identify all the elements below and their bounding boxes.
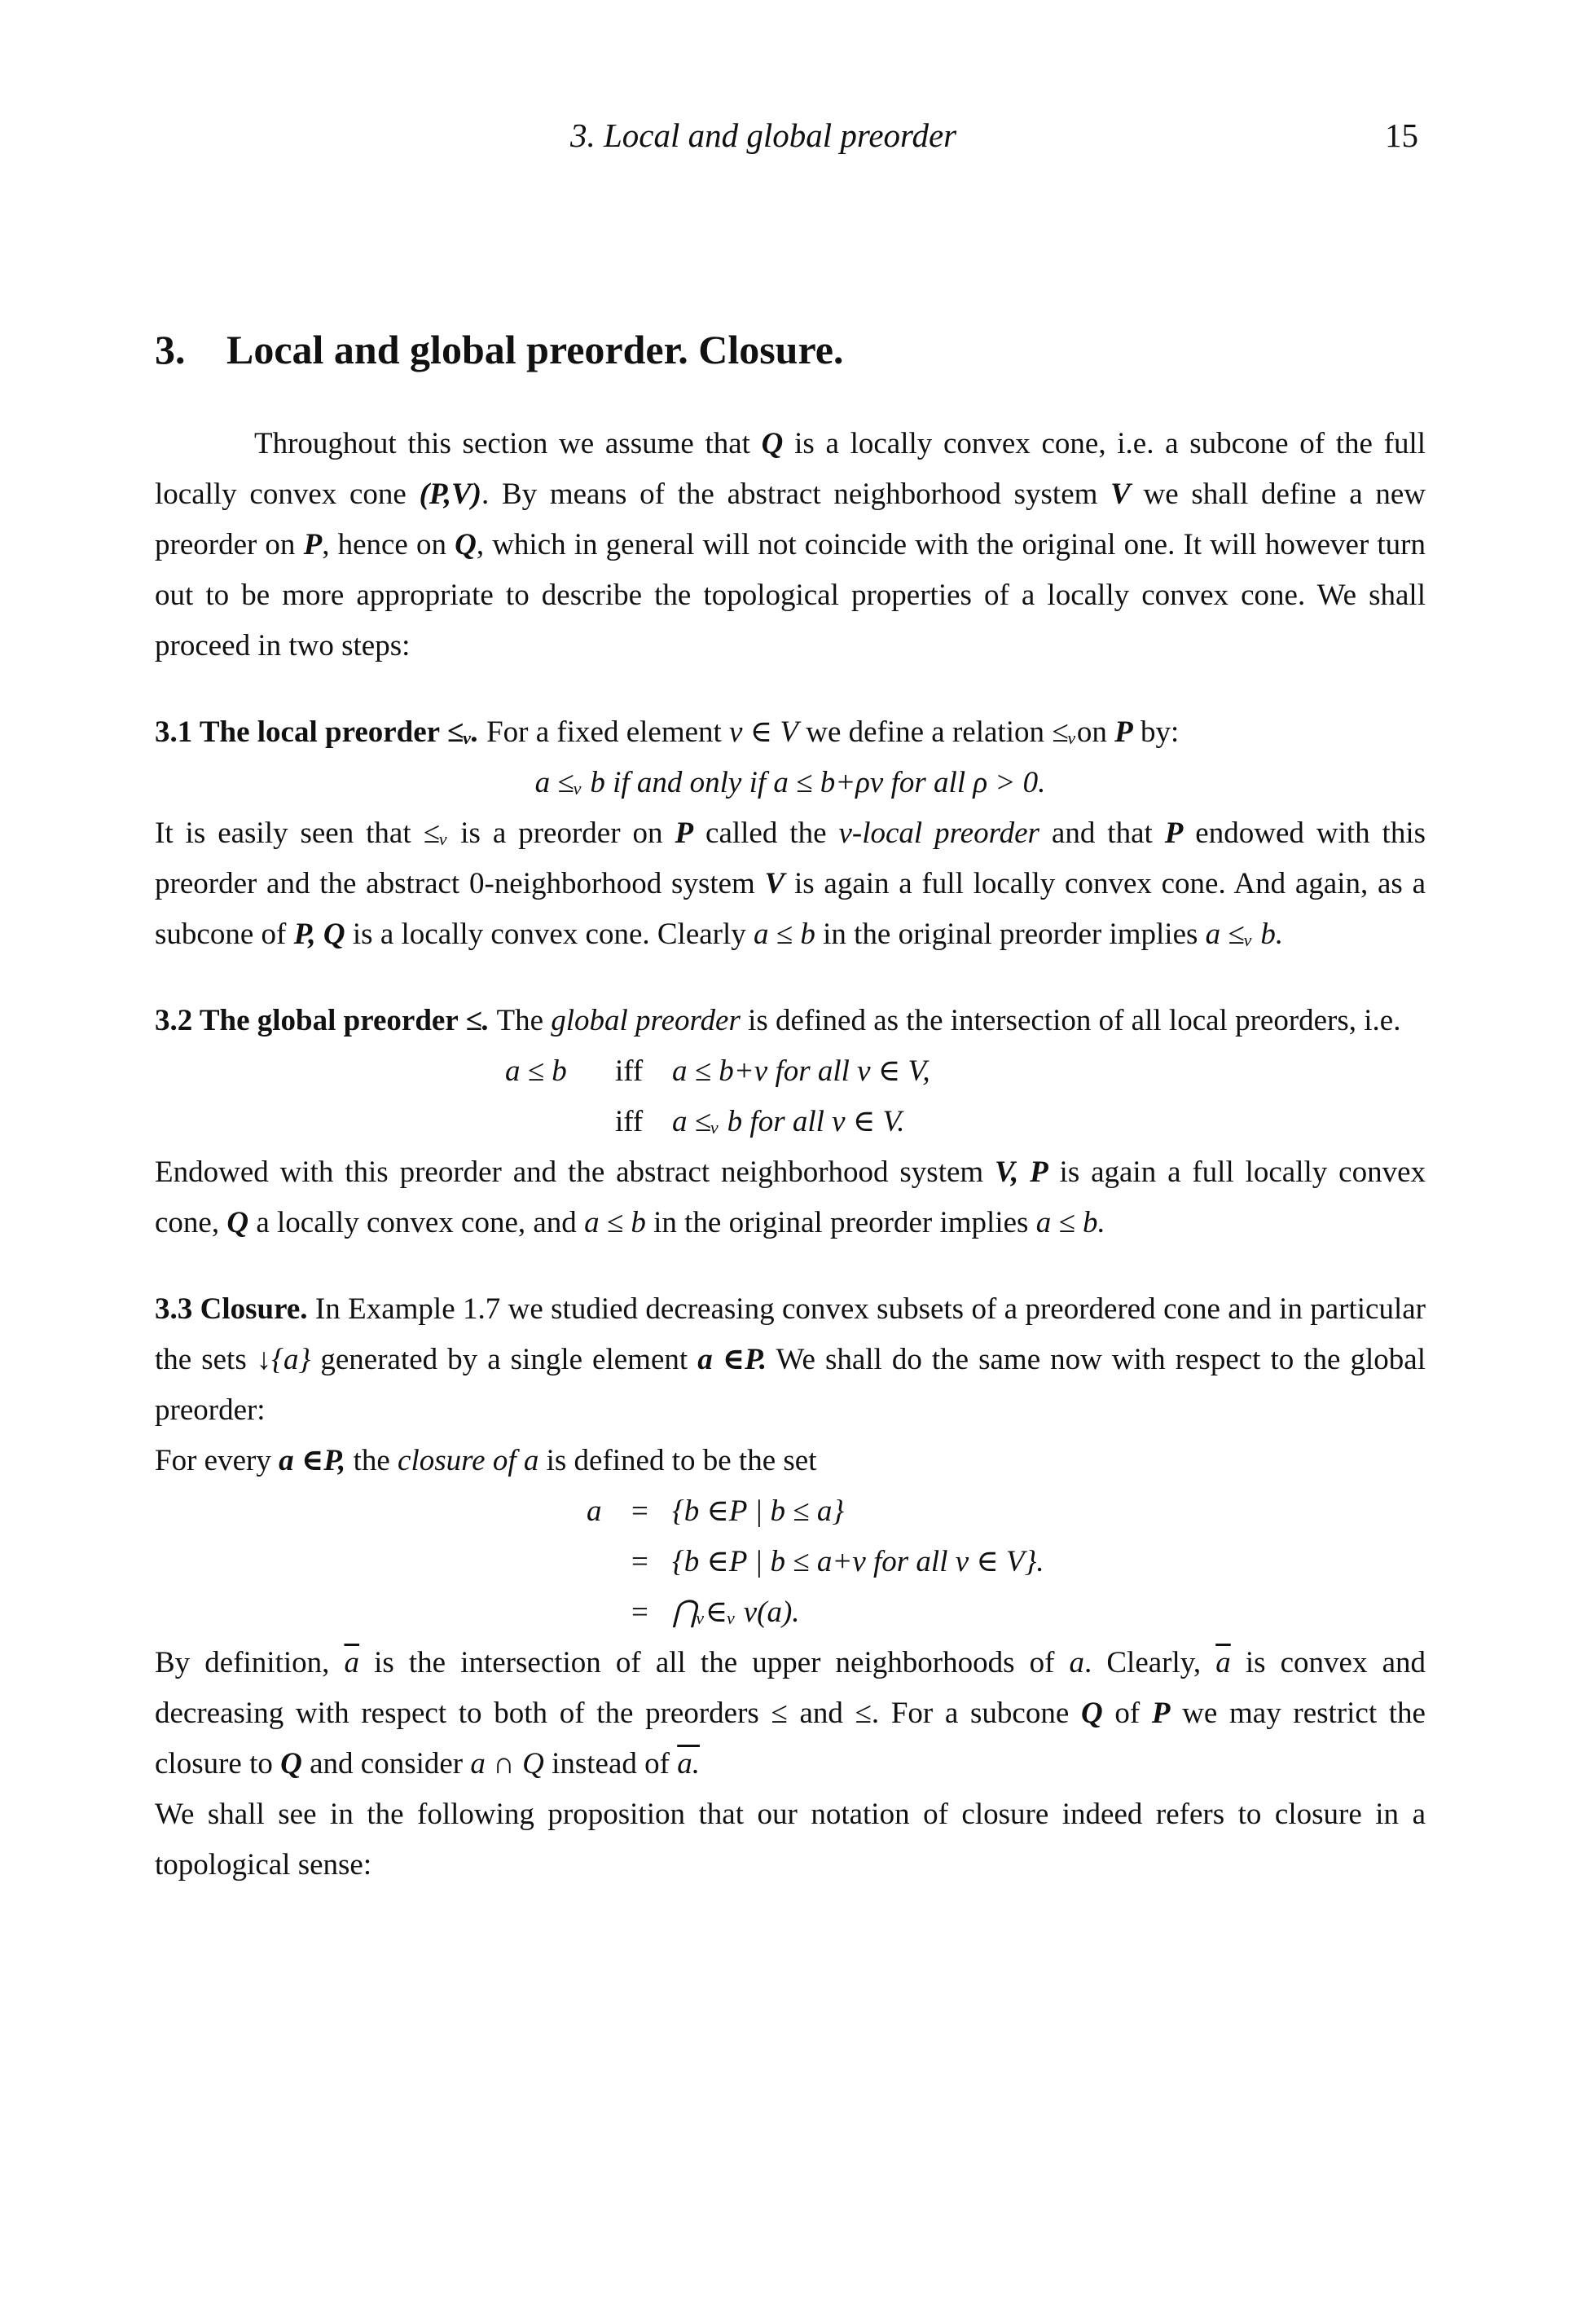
subsection-heading-3-2: 3.2 The global preorder (155, 1004, 466, 1037)
local-preorder-formula: a ≤ᵥ b if and only if a ≤ b+ρv for all ρ > 0. (534, 766, 1046, 799)
local-preorder-paragraph: 3.1 The local preorder ≤ᵥ. For a fixed element v ∈ V we define a relation ≤ᵥon P by: (155, 715, 1180, 749)
running-head: 3. Local and global preorder (570, 117, 957, 154)
intro-paragraph: Throughout this section we assume that Q is a locally convex cone, i.e. a subcone of the full locally convex cone (P,V). By means of the abstract neighborhood system V we shall define a new preorder on P, hence on Q, which in general will not coincide with the original one. It will however turn out to be more appropriate to describe the topological properties of a locally convex cone. We shall proceed in two steps: (155, 427, 1426, 662)
global-preorder-text: Endowed with this preorder and the abstract neighborhood system V, P is again a full locally convex cone, Q a locally convex cone, and a ≤ b in the original preorder implies a ≤ b. (155, 1155, 1426, 1239)
global-preorder-formula-1: a ≤ b iff a ≤ b+v for all v ∈ V, (505, 1054, 930, 1088)
closure-definition: For every a ∈P, the closure of a is defined to be the set (155, 1444, 817, 1477)
closure-formula-3: = ⋂ᵥ∈ᵥ v(a). (631, 1596, 800, 1629)
closure-paragraph: 3.3 Closure. In Example 1.7 we studied decreasing convex subsets of a preordered cone and in particular the sets ↓{a} generated by a single element a ∈P. We shall do the same now with respect to the global preorder: (155, 1292, 1426, 1427)
body-text (155, 419, 1426, 1890)
subsection-heading-3-3: 3.3 Closure. (155, 1292, 308, 1326)
section-title (155, 326, 843, 373)
closure-properties: By definition, $\overline{a}$ is the intersection of all the upper neighborhoods of a. Clearly, $\overline{a}$ is convex and decreasing with respect to both of the preorders ≤ and ≤. For a subcone Q of P we may restrict the closure to Q and consider a ∩ Q instead of a. (155, 1646, 1426, 1780)
global-preorder-paragraph: 3.2 The global preorder ≤. The global preorder is defined as the intersection of all local preorders, i.e. (155, 1004, 1401, 1037)
section-number: 3. (155, 327, 186, 372)
closure-formula-1: a = {b ∈P | b ≤ a} (587, 1494, 845, 1528)
closure-formula-2: = {b ∈P | b ≤ a+v for all v ∈ V}. (631, 1545, 1044, 1578)
subsection-heading-3-1: 3.1 The local preorder (155, 715, 447, 749)
global-preorder-formula-2: iff a ≤ᵥ b for all v ∈ V. (615, 1105, 905, 1138)
page-number: 15 (1385, 117, 1418, 154)
section-heading: Local and global preorder. Closure. (226, 327, 844, 372)
local-preorder-text: It is easily seen that ≤ᵥ is a preorder on P called the v-local preorder and that P endowed with this preorder and the abstract 0-neighborhood system V is again a full locally convex cone. And again, as a subcone of P, Q is a locally convex cone. Clearly a ≤ b in the original preorder implies a ≤ᵥ b. (155, 816, 1426, 951)
page-header (0, 116, 1591, 165)
closure-conclusion: We shall see in the following proposition that our notation of closure indeed refers to closure in a topological sense: (155, 1798, 1426, 1882)
